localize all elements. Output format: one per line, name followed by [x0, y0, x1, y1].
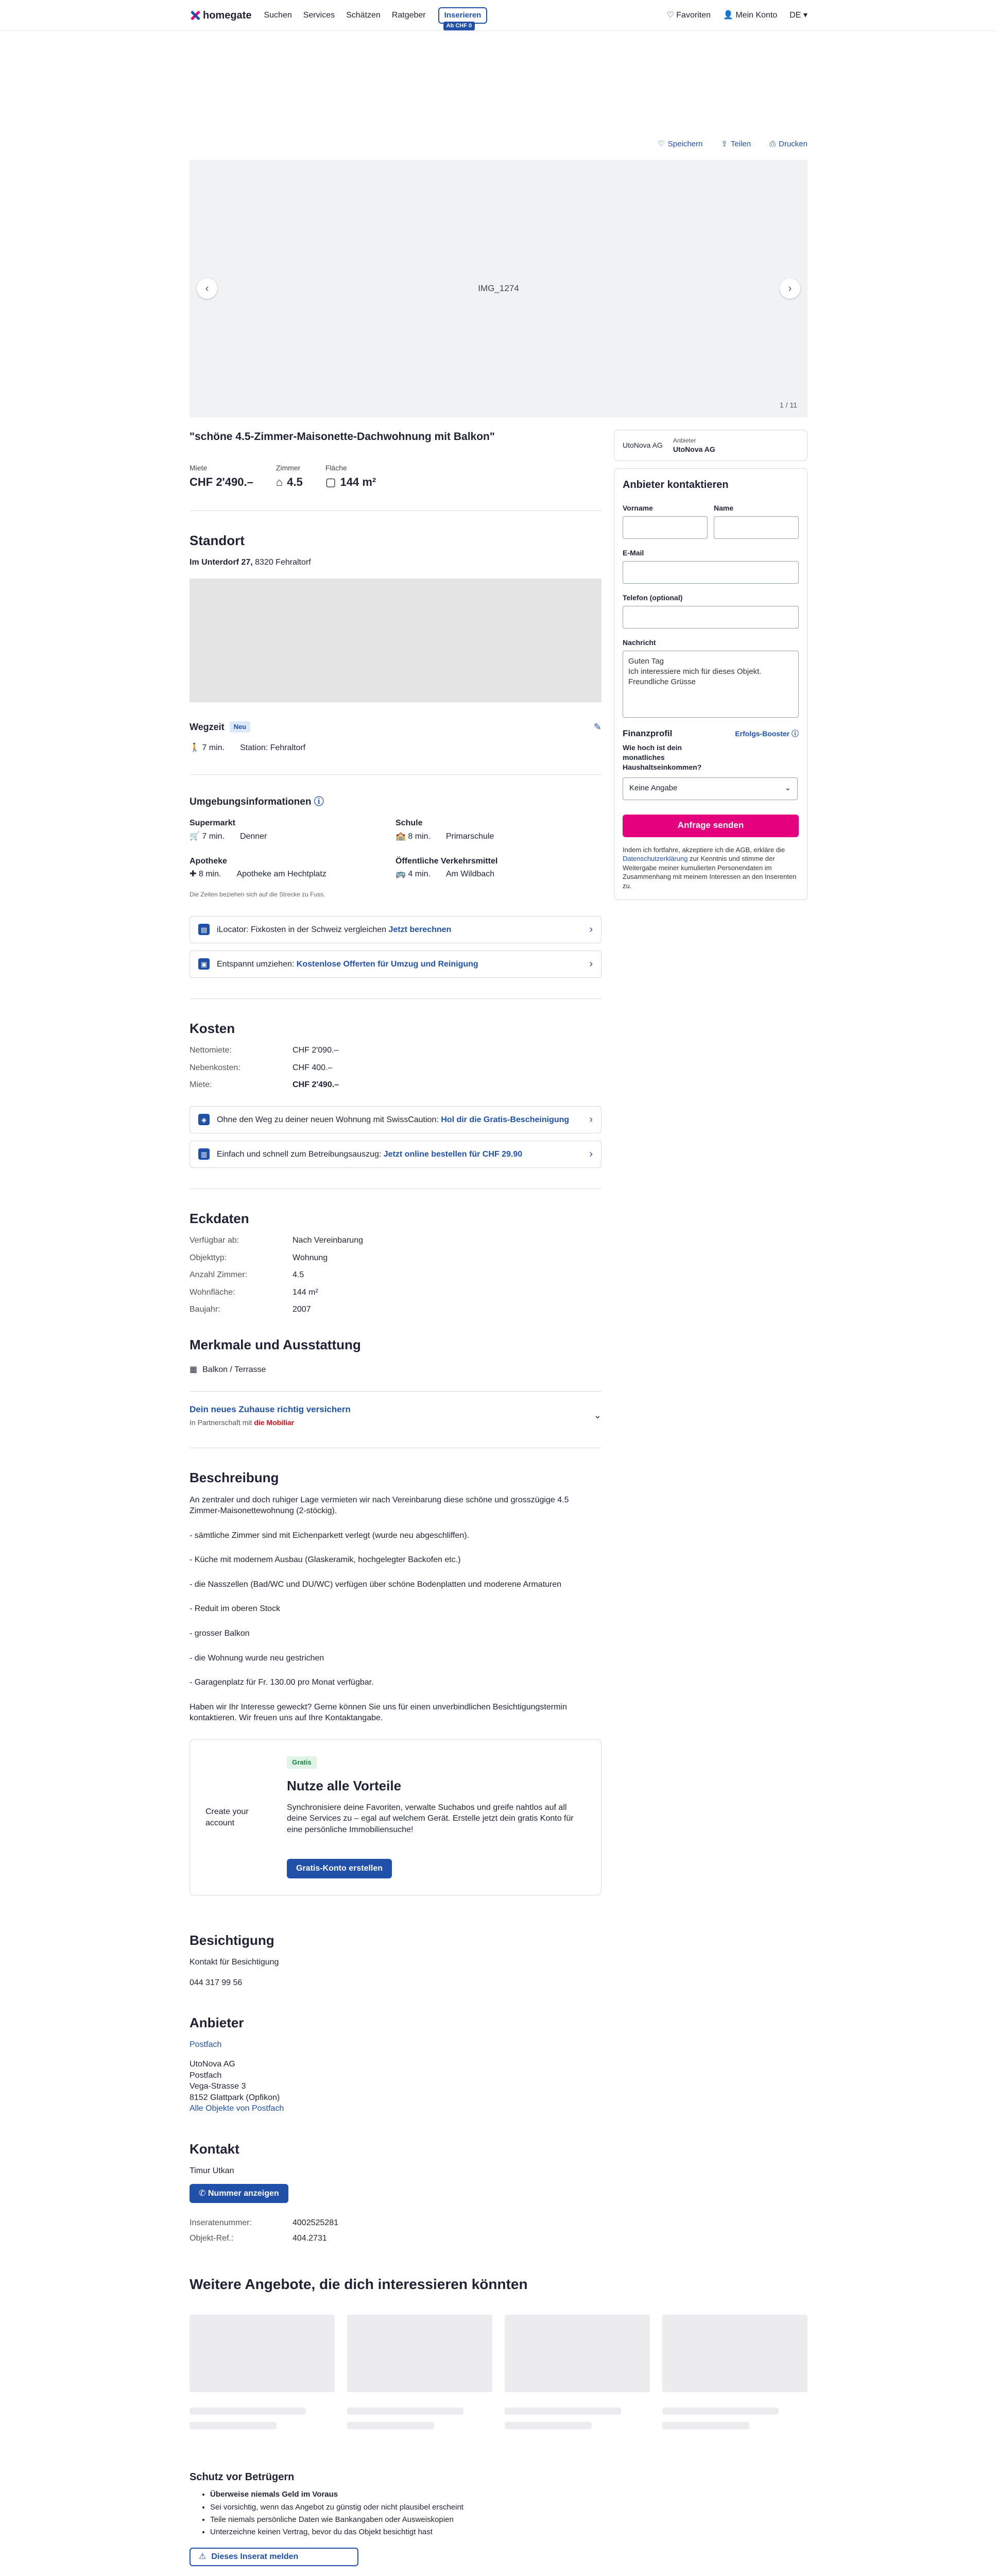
- phone-icon: ✆: [199, 2189, 206, 2198]
- user-icon: 👤: [723, 11, 733, 20]
- moving-promo[interactable]: ▣ Entspannt umziehen: Kostenlose Offerten für Umzug und Reinigung ›: [190, 951, 601, 978]
- standort-section: Standort Im Unterdorf 27, 8320 Fehraltorf Wegzeit Neu ✎ 🚶 7 min. Station: Fehraltorf: [190, 511, 601, 754]
- print-button[interactable]: ⎙ Drucken: [769, 139, 807, 149]
- more-offers-list: [190, 2315, 807, 2429]
- chevron-down-icon: ⌄: [784, 784, 791, 793]
- beschreibung-section: Beschreibung An zentraler und doch ruhiger Lage vermieten wir nach Vereinbarung diese schöne und grosszügige 4.5 Zimmer-Maisonettewohnung (2-stöckig). - sämtliche Zimmer sind mit Eichenparkett verlegt (wurde neu abgeschliffen). - Küche mit modernem Ausbau (Glaskeramik, hochgelegter Backofen etc.) - die Nasszellen (Bad/WC und DU/WC) verfügen über schöne Bodenplatten und moderene Armaturen - Reduit im oberen Stock - grosser Balkon - die Wohnung wurde neu gestrichen - Garagenplatz für Fr. 130.00 pro Monat verfügbar. Haben wir Ihr Interesse geweckt? Gerne können Sie uns für einen unverbindlichen Besichtigungstermin kontaktieren. Wir freuen uns auf Ihre Kontaktangabe. Create your account Gratis Nutze alle Vorteile Synchronisiere deine Favoriten, verwalte Suchabos und greife nahtlos auf all deine Services zu – egal auf welchem Gerät. Erstelle jetzt dein gratis Konto für eine persönliche Immobiliensuche! Gratis-Konto erstellen: [190, 1448, 601, 1895]
- besichtigung-section: Besichtigung Kontakt für Besichtigung 044 317 99 56: [190, 1931, 601, 1988]
- show-number-button[interactable]: ✆ Nummer anzeigen: [190, 2184, 288, 2204]
- balcony-icon: ▦: [190, 1365, 198, 1374]
- map-icon: ▤: [198, 924, 210, 935]
- area-value: 144 m²: [340, 476, 376, 489]
- pharmacy-icon: ✚: [190, 870, 197, 879]
- account-link[interactable]: 👤 Mein Konto: [723, 11, 778, 20]
- gallery-counter: 1 / 11: [780, 401, 797, 410]
- save-button[interactable]: ♡ Speichern: [658, 139, 702, 149]
- main-nav: [264, 10, 425, 21]
- language-select[interactable]: DE ▾: [789, 11, 807, 20]
- warning-icon: ⚠: [199, 2552, 207, 2562]
- anbieter-section: Anbieter Postfach UtoNova AG Postfach Vega-Strasse 3 8152 Glattpark (Opfikon) Alle Objekte von Postfach: [190, 2015, 284, 2113]
- email-input[interactable]: [623, 561, 799, 584]
- bus-icon: 🚌: [396, 870, 406, 879]
- insert-badge: Ab CHF 0: [443, 22, 475, 30]
- share-row: [190, 139, 807, 149]
- share-button[interactable]: ⇪ Teilen: [721, 139, 751, 149]
- contact-form: Anbieter kontaktieren Vorname Name E-Mail Telefon (optional) Nachricht Guten Tag Ich interessiere mich für dieses Objekt. Freundliche Grüsse Finanzprofil Erfolgs-Booster ⓘ Wie hoch ist dein monatliches Haushaltseinkommen? Keine Angabe ⌄ Anfrage senden Indem ich fortfahre, akzeptiere ich die AGB, erkläre die Datenschutzerklärung zur Kenntnis und stimme der Weitergabe meiner kumulierten Personendaten im Zusammenhang mit meinem Interessen an den Inserenten zu.: [614, 468, 807, 900]
- create-account-button[interactable]: Gratis-Konto erstellen: [287, 1859, 392, 1878]
- house-icon: ⌂: [276, 476, 283, 489]
- heart-icon: ♡: [658, 140, 665, 148]
- agency-logo: UtoNova AG: [623, 441, 663, 450]
- swisscaution-promo[interactable]: ◈ Ohne den Weg zu deiner neuen Wohnung mit SwissCaution: Hol dir die Gratis-Bescheinigung ›: [190, 1106, 601, 1133]
- kosten-section: Kosten Nettomiete: CHF 2'090.– Nebenkosten: CHF 400.– Miete: CHF 2'490.– ◈ Ohne den Weg zu deiner neuen Wohnung mit SwissCaution: Hol dir die Gratis-Bescheinigung › ▥ Einfach und schnell zum Betreibungsauszug: Jetzt online bestellen für CHF 29.90 ›: [190, 998, 601, 1168]
- favorites-link[interactable]: ♡ Favoriten: [666, 11, 711, 20]
- report-listing-button[interactable]: ⚠ Dieses Inserat melden: [190, 2548, 358, 2566]
- gratis-badge: Gratis: [287, 1756, 317, 1769]
- nav-suchen[interactable]: Suchen: [264, 11, 292, 20]
- heart-icon: ♡: [666, 11, 674, 20]
- gallery-image-label: IMG_1274: [478, 283, 519, 293]
- rooms-value: 4.5: [287, 476, 303, 489]
- anbieter-link[interactable]: Postfach: [190, 2040, 222, 2049]
- gallery-next-button[interactable]: ›: [780, 278, 800, 299]
- info-icon[interactable]: ⓘ: [314, 796, 324, 807]
- location-map[interactable]: [190, 579, 601, 702]
- chevron-right-icon: ›: [589, 1148, 593, 1160]
- insurance-accordion[interactable]: Dein neues Zuhause richtig versichern In Partnerschaft mit die Mobiliar ⌄: [190, 1391, 601, 1428]
- chevron-down-icon: ▾: [803, 11, 807, 20]
- income-select[interactable]: Keine Angabe ⌄: [623, 777, 798, 800]
- chevron-down-icon: ⌄: [593, 1410, 601, 1421]
- school-icon: 🏫: [396, 832, 406, 841]
- insert-button[interactable]: Inserieren Ab CHF 0: [438, 7, 488, 24]
- key-facts: Miete CHF 2'490.– Zimmer ⌂ 4.5 Fläche ▢ 144 m²: [190, 463, 601, 490]
- chevron-right-icon: ›: [589, 958, 593, 970]
- merkmale-section: Merkmale und Ausstattung ▦ Balkon / Terrasse Dein neues Zuhause richtig versichern In Partnerschaft mit die Mobiliar ⌄: [190, 1336, 601, 1427]
- viewing-phone: 044 317 99 56: [190, 1978, 243, 1987]
- gallery-prev-button[interactable]: ‹: [197, 278, 217, 299]
- cart-icon: 🛒: [190, 832, 200, 841]
- send-request-button[interactable]: Anfrage senden: [623, 815, 799, 837]
- image-gallery[interactable]: [190, 160, 807, 417]
- privacy-link[interactable]: Datenschutzerklärung: [623, 855, 688, 863]
- mobiliar-logo: die Mobiliar: [254, 1418, 295, 1427]
- info-icon: ⓘ: [792, 729, 799, 738]
- nav-ratgeber[interactable]: Ratgeber: [391, 11, 426, 20]
- chevron-right-icon: ›: [589, 923, 593, 935]
- phone-input[interactable]: [623, 606, 799, 629]
- offer-card-placeholder[interactable]: [505, 2315, 650, 2429]
- umgebung-item: Apotheke ✚ 8 min. Apotheke am Hechtplatz: [190, 856, 326, 879]
- legal-note: Indem ich fortfahre, akzeptiere ich die AGB, erkläre die Datenschutzerklärung zur Kenntnis und stimme der Weitergabe meiner kumulierten Personendaten im Zusammenhang mit meinem Interessen an den Inserenten zu.: [623, 845, 797, 890]
- eckdaten-section: Eckdaten Verfügbar ab: Nach Vereinbarung Objekttyp: Wohnung Anzahl Zimmer: 4.5 Wohnfläche: 144 m² Baujahr: 2007: [190, 1189, 601, 1315]
- umgebung-item: Supermarkt 🛒 7 min. Denner: [190, 819, 267, 841]
- offer-card-placeholder[interactable]: [347, 2315, 492, 2429]
- offer-card-placeholder[interactable]: [662, 2315, 807, 2429]
- edit-pencil-icon[interactable]: ✎: [593, 721, 601, 732]
- new-badge: Neu: [230, 721, 251, 733]
- betreibung-promo[interactable]: ▥ Einfach und schnell zum Betreibungsauszug: Jetzt online bestellen für CHF 29.90 ›: [190, 1141, 601, 1168]
- all-objects-link[interactable]: Alle Objekte von Postfach: [190, 2104, 284, 2113]
- agency-box[interactable]: UtoNova AG Anbieter UtoNova AG: [614, 430, 807, 461]
- umgebung-section: Umgebungsinformationen ⓘ Supermarkt 🛒 7 min. Denner Schule 🏫 8 min. Primarschule Apotheke ✚ 8 min. Apotheke am Hechtplatz Öffentliche Verkehrsmittel 🚌 4 min. Am Wildbach Die Zeiten beziehen sich auf die Strecke zu Fuss. ▤ iLocator: Fixkosten in der Schweiz vergleichen Jetzt berechnen › ▣ Entspannt umziehen: Kostenlose Offerten für Umzug und Reinigung ›: [190, 774, 601, 978]
- walking-icon: 🚶: [190, 743, 200, 753]
- create-account-card: Create your account Gratis Nutze alle Vorteile Synchronisiere deine Favoriten, verwalte Suchabos und greife nahtlos auf all deine Services zu – egal auf welchem Gerät. Erstelle jetzt dein gratis Konto für eine persönliche Immobiliensuche! Gratis-Konto erstellen: [190, 1739, 601, 1895]
- ilocator-promo[interactable]: ▤ iLocator: Fixkosten in der Schweiz vergleichen Jetzt berechnen ›: [190, 916, 601, 943]
- shield-icon: ◈: [198, 1114, 210, 1125]
- printer-icon: ⎙: [769, 140, 776, 148]
- area-icon: ▢: [325, 476, 336, 489]
- listing-title: "schöne 4.5-Zimmer-Maisonette-Dachwohnung mit Balkon": [190, 431, 495, 443]
- umgebung-item: Öffentliche Verkehrsmittel 🚌 4 min. Am Wildbach: [396, 856, 498, 879]
- chevron-right-icon: ›: [589, 1113, 593, 1125]
- kontakt-section: Kontakt Timur Utkan ✆ Nummer anzeigen Inseratenummer: 4002525281 Objekt-Ref.: 404.2731: [190, 2141, 338, 2243]
- nav-schaetzen[interactable]: Schätzen: [346, 11, 381, 20]
- homegate-logo[interactable]: homegate: [190, 9, 251, 23]
- header: [0, 0, 997, 31]
- message-textarea[interactable]: Guten Tag Ich interessiere mich für dieses Objekt. Freundliche Grüsse: [623, 651, 799, 718]
- document-icon: ▥: [198, 1148, 210, 1160]
- firstname-input[interactable]: [623, 516, 708, 539]
- street: Im Unterdorf 27,: [190, 558, 253, 567]
- lastname-input[interactable]: [714, 516, 799, 539]
- rent-value: CHF 2'490.–: [190, 476, 253, 489]
- nav-services[interactable]: Services: [303, 11, 335, 20]
- success-booster-link[interactable]: Erfolgs-Booster ⓘ: [735, 729, 799, 738]
- scam-warning: Schutz vor Betrügern • Überweise niemals Geld im Voraus • Sei vorsichtig, wenn das Angebot zu günstig oder nicht plausibel erscheint • Teile niemals persönliche Daten wie Bankangaben oder Ausweiskopien • Unterzeichne keinen Vertrag, bevor du das Objekt besichtigt hast ⚠ Dieses Inserat melden: [190, 2470, 807, 2566]
- share-icon: ⇪: [721, 140, 728, 148]
- logo-mark-icon: [190, 10, 201, 21]
- umgebung-item: Schule 🏫 8 min. Primarschule: [396, 819, 494, 841]
- city: 8320 Fehraltorf: [255, 558, 311, 567]
- more-offers-heading: Weitere Angebote, die dich interessieren könnten: [190, 2276, 528, 2293]
- box-icon: ▣: [198, 958, 210, 970]
- offer-card-placeholder[interactable]: [190, 2315, 335, 2429]
